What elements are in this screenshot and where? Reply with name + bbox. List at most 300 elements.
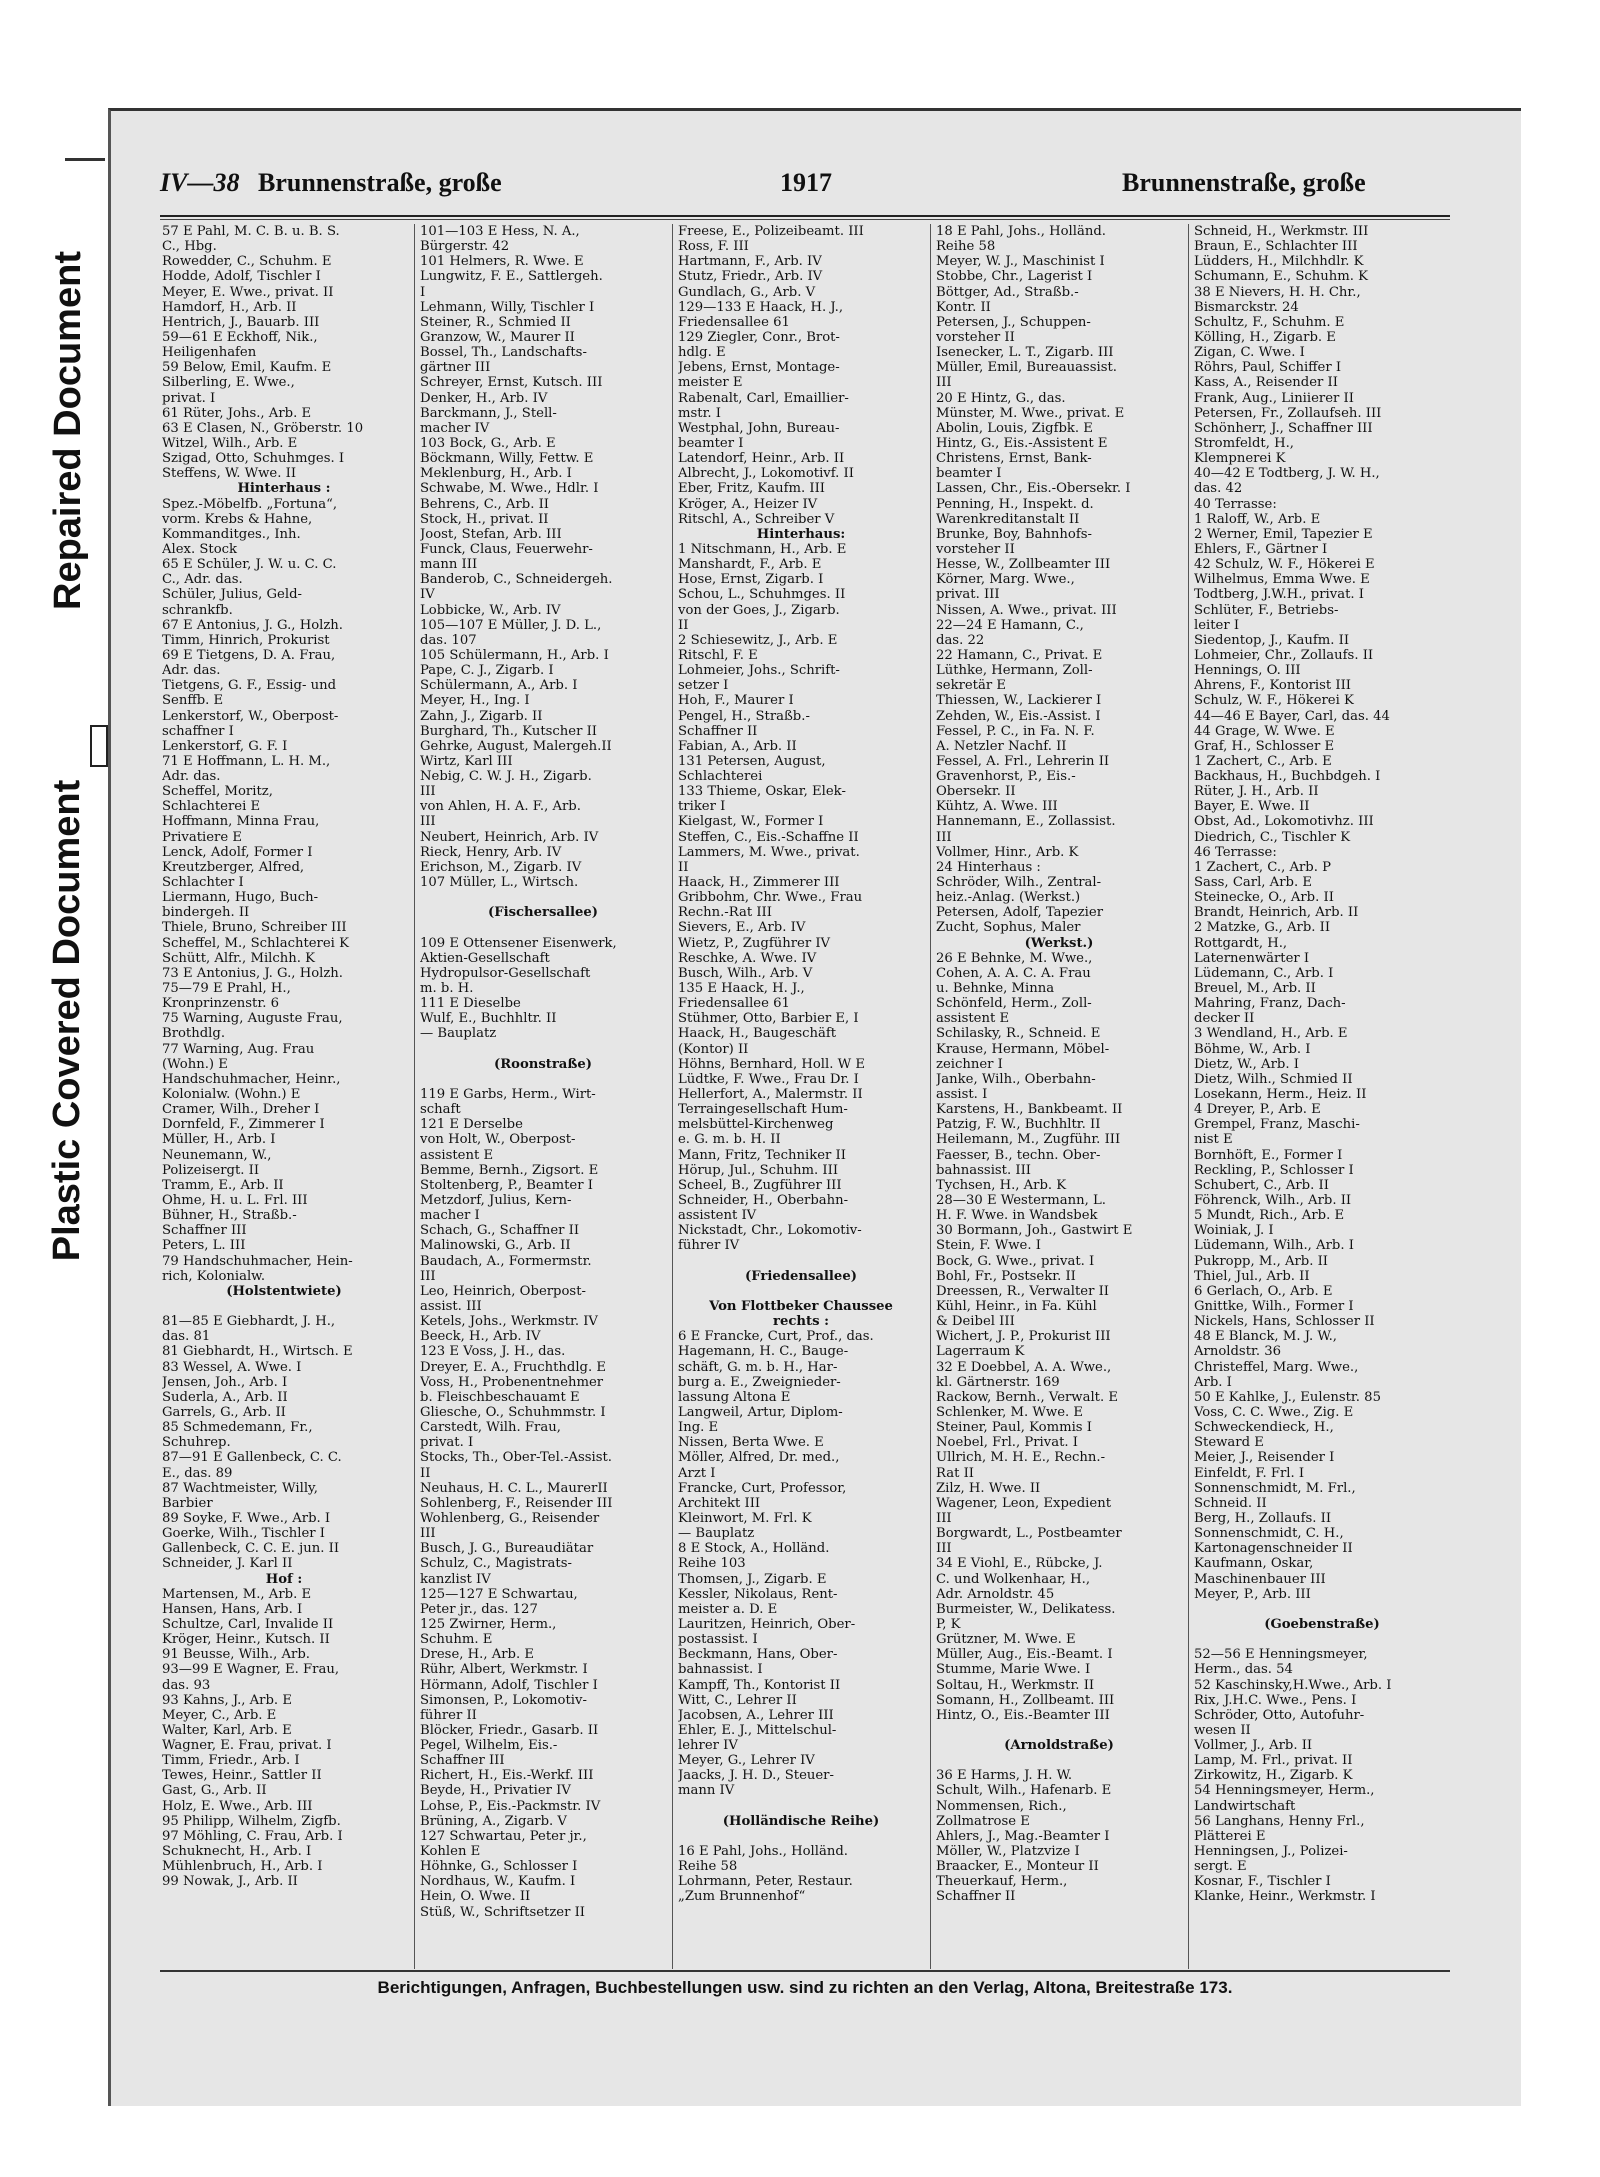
- directory-entry-line: Stüß, W., Schriftsetzer II: [420, 1904, 585, 1920]
- directory-entry-line: Adr. das.: [162, 663, 221, 679]
- column-divider: [930, 224, 931, 1969]
- directory-entry-line: Heilemann, M., Zugführ. III: [936, 1132, 1121, 1148]
- directory-entry-line: 83 Wessel, A. Wwe. I: [162, 1359, 302, 1375]
- directory-entry-line: Witzel, Wilh., Arb. E: [162, 435, 298, 451]
- directory-entry-line: 46 Terrasse:: [1194, 844, 1277, 860]
- directory-entry-line: schaffner I: [162, 723, 234, 739]
- directory-entry-line: meister E: [678, 375, 743, 391]
- directory-entry-line: Steffens, W. Wwe. II: [162, 466, 297, 482]
- directory-entry-line: bahnassist. III: [936, 1162, 1031, 1178]
- directory-entry-line: Schüler, Julius, Geld-: [162, 587, 302, 603]
- directory-entry-line: [420, 1072, 666, 1087]
- directory-entry-line: Schaffner III: [420, 1753, 505, 1769]
- directory-entry-line: Zilz, H. Wwe. II: [936, 1480, 1041, 1496]
- directory-entry-line: „Zum Brunnenhof“: [678, 1889, 806, 1905]
- directory-entry-line: [420, 890, 666, 905]
- directory-entry-line: I: [420, 284, 426, 300]
- directory-entry-line: 93—99 E Wagner, E. Frau,: [162, 1662, 340, 1678]
- directory-entry-line: Meyer, H., Ing. I: [420, 693, 530, 709]
- directory-entry-line: Landwirtschaft: [1194, 1798, 1296, 1814]
- directory-entry-line: schäft, G. m. b. H., Har-: [678, 1359, 838, 1375]
- directory-entry-line: III: [936, 375, 952, 391]
- directory-entry-line: Schilasky, R., Schneid. E: [936, 1026, 1101, 1042]
- directory-entry-line: heiz.-Anlag. (Werkst.): [936, 890, 1081, 906]
- directory-entry-line: 2 Matzke, G., Arb. II: [1194, 920, 1331, 936]
- directory-entry-line: Kröger, A., Heizer IV: [678, 496, 818, 512]
- directory-entry-line: Manshardt, F., Arb. E: [678, 557, 822, 573]
- directory-column-3: [678, 224, 924, 1964]
- directory-entry-line: Aktien-Gesellschaft: [420, 950, 550, 966]
- directory-entry-line: Stutz, Friedr., Arb. IV: [678, 269, 823, 285]
- directory-entry-line: Bock, G. Wwe., privat. I: [936, 1253, 1095, 1269]
- directory-entry-line: Sievers, E., Arb. IV: [678, 920, 806, 936]
- directory-entry-line: Arzt I: [678, 1465, 716, 1481]
- directory-entry-line: Hamdorf, H., Arb. II: [162, 299, 297, 315]
- directory-entry-line: III: [420, 814, 436, 830]
- directory-entry-line: Jensen, Joh., Arb. I: [162, 1374, 288, 1390]
- directory-entry-line: Funck, Claus, Feuerwehr-: [420, 541, 593, 557]
- directory-entry-line: 97 Möhling, C. Frau, Arb. I: [162, 1828, 343, 1844]
- directory-entry-line: Latendorf, Heinr., Arb. II: [678, 451, 845, 467]
- directory-entry-line: [936, 1723, 1182, 1738]
- directory-entry-line: Reihe 58: [936, 239, 996, 255]
- directory-entry-line: Schneid, H., Werkmstr. III: [1194, 224, 1369, 239]
- directory-entry-line: Hannemann, E., Zollassist.: [936, 814, 1116, 830]
- directory-entry-line: Zigan, C. Wwe. I: [1194, 345, 1305, 361]
- directory-entry-line: 40—42 E Todtberg, J. W. H.,: [1194, 466, 1380, 482]
- directory-entry-line: Pape, C. J., Zigarb. I: [420, 663, 554, 679]
- directory-entry-line: Nissen, Berta Wwe. E: [678, 1435, 824, 1451]
- directory-entry-line: & Deibel III: [936, 1314, 1015, 1330]
- directory-entry-line: Lobbicke, W., Arb. IV: [420, 602, 561, 618]
- directory-entry-line: Friedensallee 61: [678, 996, 790, 1012]
- directory-entry-line: 34 E Viohl, E., Rübcke, J.: [936, 1556, 1103, 1572]
- directory-entry-line: Blöcker, Friedr., Gasarb. II: [420, 1722, 599, 1738]
- directory-entry-line: Burghard, Th., Kutscher II: [420, 723, 598, 739]
- directory-entry-line: 56 Langhans, Henny Frl.,: [1194, 1813, 1365, 1829]
- directory-entry-line: Herm., das. 54: [1194, 1662, 1293, 1678]
- directory-entry-line: Bühner, H., Straßb.-: [162, 1208, 297, 1224]
- directory-entry-line: Kühl, Heinr., in Fa. Kühl: [936, 1298, 1097, 1314]
- directory-entry-line: [420, 1042, 666, 1057]
- directory-entry-line: Fessel, P. C., in Fa. N. F.: [936, 723, 1095, 739]
- directory-entry-line: Privatiere E: [162, 829, 242, 845]
- directory-entry-line: 101 Helmers, R. Wwe. E: [420, 254, 584, 270]
- directory-entry-line: Reckling, P., Schlosser I: [1194, 1162, 1354, 1178]
- directory-entry-line: 121 E Derselbe: [420, 1117, 523, 1133]
- directory-entry-line: Schaffner III: [162, 1223, 247, 1239]
- directory-entry-line: Busch, Wilh., Arb. V: [678, 965, 813, 981]
- directory-entry-line: Dietz, Wilh., Schmied II: [1194, 1071, 1353, 1087]
- directory-entry-line: Diedrich, C., Tischler K: [1194, 829, 1351, 845]
- directory-entry-line: Kronprinzenstr. 6: [162, 996, 279, 1012]
- directory-entry-line: Einfeldt, F. Frl. I: [1194, 1465, 1305, 1481]
- directory-entry-line: assist. I: [936, 1087, 988, 1103]
- directory-entry-line: Reihe 58: [678, 1859, 738, 1875]
- directory-entry-line: Timm, Hinrich, Prokurist: [162, 632, 330, 648]
- directory-entry-line: Plätterei E: [1194, 1828, 1266, 1844]
- directory-entry-line: Lassen, Chr., Eis.-Obersekr. I: [936, 481, 1131, 497]
- directory-entry-line: 105 Schülermann, H., Arb. I: [420, 647, 609, 663]
- directory-entry-line: zeichner I: [936, 1056, 1003, 1072]
- directory-entry-line: Dreyer, E. A., Fruchthdlg. E: [420, 1359, 607, 1375]
- directory-entry-line: Lammers, M. Wwe., privat.: [678, 844, 860, 860]
- directory-entry-line: Bohl, Fr., Postsekr. II: [936, 1268, 1076, 1284]
- directory-entry-line: Schultz, F., Schuhm. E: [1194, 314, 1345, 330]
- directory-entry-line: privat. I: [420, 1435, 474, 1451]
- directory-entry-line: rechts :: [773, 1314, 829, 1330]
- directory-entry-line: Architekt III: [678, 1495, 761, 1511]
- directory-entry-line: II: [678, 859, 689, 875]
- directory-entry-line: Ehler, E. J., Mittelschul-: [678, 1722, 837, 1738]
- directory-entry-line: 75—79 E Prahl, H.,: [162, 981, 291, 997]
- directory-entry-line: Kampff, Th., Kontorist II: [678, 1677, 841, 1693]
- directory-entry-line: mann IV: [678, 1783, 735, 1799]
- directory-entry-line: Lauritzen, Heinrich, Ober-: [678, 1616, 856, 1632]
- directory-entry-line: Obersekr. II: [936, 784, 1016, 800]
- directory-entry-line: postassist. I: [678, 1632, 758, 1648]
- directory-entry-line: Hein, O. Wwe. II: [420, 1889, 531, 1905]
- directory-entry-line: IV: [420, 587, 435, 603]
- directory-entry-line: Lüdtke, F. Wwe., Frau Dr. I: [678, 1071, 859, 1087]
- directory-entry-line: Hose, Ernst, Zigarb. I: [678, 572, 824, 588]
- directory-entry-line: Stock, H., privat. II: [420, 511, 549, 527]
- directory-entry-line: Berg, H., Zollaufs. II: [1194, 1510, 1332, 1526]
- directory-entry-line: Alex. Stock: [162, 541, 238, 557]
- directory-entry-line: Beyde, H., Privatier IV: [420, 1783, 571, 1799]
- directory-entry-line: Kielgast, W., Former I: [678, 814, 824, 830]
- directory-entry-line: Bemme, Bernh., Zigsort. E: [420, 1162, 599, 1178]
- directory-entry-line: II: [678, 617, 689, 633]
- directory-entry-line: Noebel, Frl., Privat. I: [936, 1435, 1078, 1451]
- directory-entry-line: Liermann, Hugo, Buch-: [162, 890, 319, 906]
- directory-entry-line: Walter, Karl, Arb. E: [162, 1722, 292, 1738]
- directory-entry-line: 52 Kaschinsky,H.Wwe., Arb. I: [1194, 1677, 1392, 1693]
- directory-entry-line: Nommensen, Rich.,: [936, 1798, 1067, 1814]
- directory-entry-line: III: [936, 1510, 952, 1526]
- directory-entry-line: Ehlers, F., Gärtner I: [1194, 541, 1328, 557]
- directory-entry-line: Stobbe, Chr., Lagerist I: [936, 269, 1093, 285]
- directory-entry-line: Schou, L., Schuhmges. II: [678, 587, 846, 603]
- directory-entry-line: schrankfb.: [162, 602, 233, 618]
- directory-entry-line: [936, 1753, 1182, 1768]
- directory-entry-line: Lüdders, H., Milchhdlr. K: [1194, 254, 1364, 270]
- directory-entry-line: Föhrenck, Wilh., Arb. II: [1194, 1193, 1352, 1208]
- directory-entry-line: Malinowski, G., Arb. II: [420, 1238, 571, 1254]
- directory-entry-line: Peter jr., das. 127: [420, 1601, 538, 1617]
- directory-entry-line: Müller, H., Arb. I: [162, 1132, 276, 1148]
- directory-entry-line: Lungwitz, F. E., Sattlergeh.: [420, 269, 603, 285]
- directory-entry-line: Steiner, R., Schmied II: [420, 314, 571, 330]
- directory-entry-line: Dornfeld, F., Zimmerer I: [162, 1117, 325, 1133]
- directory-entry-line: Schuhm. E: [420, 1632, 493, 1648]
- directory-entry-line: Steiner, Paul, Kommis I: [936, 1420, 1092, 1436]
- directory-entry-line: Friedensallee 61: [678, 314, 790, 330]
- directory-entry-line: Schlachterei: [678, 769, 763, 785]
- directory-entry-line: Bornhöft, E., Former I: [1194, 1147, 1343, 1163]
- directory-entry-line: von der Goes, J., Zigarb.: [678, 602, 840, 618]
- directory-entry-line: von Ahlen, H. A. F., Arb.: [420, 799, 581, 815]
- directory-entry-line: 28—30 E Westermann, L.: [936, 1193, 1106, 1208]
- directory-entry-line: Theuerkauf, Herm.,: [936, 1874, 1068, 1890]
- directory-entry-line: Beckmann, Hans, Ober-: [678, 1647, 838, 1663]
- directory-entry-line: Schlachterei E: [162, 799, 261, 815]
- directory-entry-line: Wagner, E. Frau, privat. I: [162, 1738, 332, 1754]
- directory-entry-line: Petersen, Adolf, Tapezier: [936, 905, 1104, 921]
- directory-entry-line: Böckmann, Willy, Fettw. E: [420, 451, 594, 467]
- directory-entry-line: Münster, M. Wwe., privat. E: [936, 405, 1125, 421]
- directory-entry-line: Szigad, Otto, Schuhmges. I: [162, 451, 345, 467]
- directory-entry-line: Cramer, Wilh., Dreher I: [162, 1102, 320, 1118]
- directory-entry-line: Kartonagenschneider II: [1194, 1541, 1353, 1557]
- directory-entry-line: Schütt, Alfr., Milchh. K: [162, 950, 315, 966]
- directory-entry-line: Meyer, C., Arb. E: [162, 1707, 277, 1723]
- directory-entry-line: [678, 1829, 924, 1844]
- directory-entry-line: Karstens, H., Bankbeamt. II: [936, 1102, 1123, 1118]
- directory-entry-line: 77 Warning, Aug. Frau: [162, 1041, 315, 1057]
- directory-entry-line: Borgwardt, L., Postbeamter: [936, 1526, 1122, 1542]
- directory-entry-line: Fabian, A., Arb. II: [678, 738, 797, 754]
- directory-entry-line: 1 Nitschmann, H., Arb. E: [678, 541, 847, 557]
- directory-entry-line: Ritschl, F. E: [678, 647, 758, 663]
- directory-entry-line: III: [936, 829, 952, 845]
- directory-entry-line: das. 81: [162, 1329, 211, 1345]
- directory-entry-line: Schönfeld, Herm., Zoll-: [936, 996, 1092, 1012]
- directory-entry-line: Meklenburg, H., Arb. I: [420, 466, 572, 482]
- directory-entry-line: Tramm, E., Arb. II: [162, 1177, 284, 1193]
- directory-entry-line: Höhnke, G., Schlosser I: [420, 1859, 578, 1875]
- directory-entry-line: 24 Hinterhaus :: [936, 859, 1041, 875]
- directory-entry-line: Schneid. II: [1194, 1495, 1267, 1511]
- directory-entry-line: Barckmann, J., Stell-: [420, 405, 557, 421]
- directory-entry-line: Brothdlg.: [162, 1026, 226, 1042]
- directory-entry-line: Rühr, Albert, Werkmstr. I: [420, 1662, 588, 1678]
- directory-entry-line: 44 Grage, W. Wwe. E: [1194, 723, 1335, 739]
- directory-entry-line: Hörmann, Adolf, Tischler I: [420, 1677, 598, 1693]
- directory-entry-line: Nickstadt, Chr., Lokomotiv-: [678, 1223, 862, 1239]
- directory-entry-line: [420, 920, 666, 935]
- directory-entry-line: Somann, H., Zollbeamt. III: [936, 1692, 1115, 1708]
- directory-entry-line: Behrens, C., Arb. II: [420, 496, 550, 512]
- directory-entry-line: Wulf, E., Buchhltr. II: [420, 1011, 557, 1027]
- directory-entry-line: Arnoldstr. 36: [1194, 1344, 1282, 1360]
- directory-entry-line: Schuknecht, H., Arb. I: [162, 1844, 312, 1860]
- directory-entry-line: Klempnerei K: [1194, 451, 1286, 467]
- directory-entry-line: C. und Wolkenhaar, H.,: [936, 1571, 1091, 1587]
- directory-entry-line: H. F. Wwe. in Wandsbek: [936, 1208, 1098, 1224]
- directory-entry-line: C., Hbg.: [162, 239, 217, 255]
- column-divider: [1188, 224, 1189, 1969]
- directory-entry-line: Ohme, H. u. L. Frl. III: [162, 1193, 308, 1208]
- directory-entry-line: Meyer, P., Arb. III: [1194, 1586, 1311, 1602]
- directory-entry-line: von Holt, W., Oberpost-: [420, 1132, 576, 1148]
- repaired-document-stamp: Repaired Document: [46, 250, 89, 610]
- directory-entry-line: Scheffel, Moritz,: [162, 784, 273, 800]
- directory-entry-line: 52—56 E Henningsmeyer,: [1194, 1647, 1368, 1663]
- directory-entry-line: (Roonstraße): [493, 1056, 593, 1072]
- directory-entry-line: Burmeister, W., Delikatess.: [936, 1601, 1116, 1617]
- directory-entry-line: Gehrke, August, Malergeh.II: [420, 738, 612, 754]
- directory-entry-line: Lagerraum K: [936, 1344, 1025, 1360]
- directory-entry-line: Henningsen, J., Polizei-: [1194, 1844, 1348, 1860]
- directory-entry-line: Hintz, O., Eis.-Beamter III: [936, 1707, 1110, 1723]
- directory-entry-line: Rüter, J. H., Arb. II: [1194, 784, 1319, 800]
- directory-entry-line: Freese, E., Polizeibeamt. III: [678, 224, 864, 239]
- directory-entry-line: Wilhelmus, Emma Wwe. E: [1194, 572, 1370, 588]
- directory-entry-line: — Bauplatz: [420, 1026, 497, 1042]
- directory-entry-line: gärtner III: [420, 360, 491, 376]
- directory-entry-line: Martensen, M., Arb. E: [162, 1586, 312, 1602]
- directory-entry-line: Lehmann, Willy, Tischler I: [420, 299, 595, 315]
- directory-entry-line: 135 E Haack, H. J.,: [678, 981, 805, 997]
- directory-entry-line: Tietgens, G. F., Essig- und: [162, 678, 337, 694]
- directory-entry-line: Schneider, H., Oberbahn-: [678, 1193, 849, 1208]
- directory-entry-line: P, K: [936, 1616, 961, 1632]
- directory-entry-line: mann III: [420, 557, 478, 573]
- directory-entry-line: Rowedder, C., Schuhm. E: [162, 254, 332, 270]
- directory-entry-line: III: [936, 1541, 952, 1557]
- directory-entry-line: Christeffel, Marg. Wwe.,: [1194, 1359, 1359, 1375]
- directory-entry-line: 1 Zachert, C., Arb. E: [1194, 753, 1332, 769]
- directory-entry-line: Lenck, Adolf, Former I: [162, 844, 313, 860]
- directory-entry-line: Lüthke, Hermann, Zoll-: [936, 663, 1093, 679]
- directory-entry-line: Hennings, O. III: [1194, 663, 1301, 679]
- footer-rule: [160, 1970, 1450, 1972]
- directory-entry-line: 26 E Behnke, M. Wwe.,: [936, 950, 1093, 966]
- directory-entry-line: 1 Raloff, W., Arb. E: [1194, 511, 1321, 527]
- directory-entry-line: bindergeh. II: [162, 905, 250, 921]
- publisher-notice: Berichtigungen, Anfragen, Buchbestellungen usw. sind zu richten an den Verlag, Altona, Breitestraße 173.: [377, 1978, 1233, 1997]
- directory-entry-line: Siedentop, J., Kaufm. II: [1194, 632, 1350, 648]
- directory-entry-line: Christens, Ernst, Bank-: [936, 451, 1092, 467]
- directory-entry-line: Soltau, H., Werkmstr. II: [936, 1677, 1095, 1693]
- directory-entry-line: 38 E Nievers, H. H. Chr.,: [1194, 284, 1361, 300]
- directory-entry-line: Schröder, Wilh., Zentral-: [936, 875, 1102, 891]
- directory-entry-line: Nebig, C. W. J. H., Zigarb.: [420, 769, 592, 785]
- directory-entry-line: 48 E Blanck, M. J. W.,: [1194, 1329, 1337, 1345]
- directory-entry-line: Warenkreditanstalt II: [936, 511, 1080, 527]
- directory-entry-line: Schweckendieck, H.,: [1194, 1420, 1334, 1436]
- directory-entry-line: Breuel, M., Arb. II: [1194, 981, 1316, 997]
- directory-entry-line: Haack, H., Zimmerer III: [678, 875, 840, 891]
- directory-entry-line: Simonsen, P., Lokomotiv-: [420, 1692, 587, 1708]
- directory-entry-line: Gnittke, Wilh., Former I: [1194, 1298, 1354, 1314]
- directory-entry-line: beamter I: [936, 466, 1002, 482]
- directory-entry-line: Grempel, Franz, Maschi-: [1194, 1117, 1360, 1133]
- directory-entry-line: 42 Schulz, W. F., Hökerei E: [1194, 557, 1375, 573]
- directory-entry-line: Hesse, W., Zollbeamter III: [936, 557, 1111, 573]
- directory-entry-line: Lenkerstorf, W., Oberpost-: [162, 708, 339, 724]
- directory-column-2: [420, 224, 666, 1964]
- directory-entry-line: Kass, A., Reisender II: [1194, 375, 1338, 391]
- directory-entry-line: Handschuhmacher, Heinr.,: [162, 1071, 341, 1087]
- directory-entry-line: 111 E Dieselbe: [420, 996, 521, 1012]
- directory-entry-line: vorm. Krebs & Hahne,: [162, 511, 313, 527]
- directory-entry-line: Scheel, B., Zugführer III: [678, 1177, 842, 1193]
- directory-entry-line: 81 Giebhardt, H., Wirtsch. E: [162, 1344, 353, 1360]
- directory-entry-line: Schneider, J. Karl II: [162, 1556, 293, 1572]
- directory-entry-line: 79 Handschuhmacher, Hein-: [162, 1253, 353, 1269]
- directory-entry-line: Kölling, H., Zigarb. E: [1194, 329, 1336, 345]
- directory-entry-line: Nissen, A. Wwe., privat. III: [936, 602, 1117, 618]
- directory-entry-line: Krause, Hermann, Möbel-: [936, 1041, 1110, 1057]
- directory-entry-line: 40 Terrasse:: [1194, 496, 1277, 512]
- directory-entry-line: Lohmeier, Johs., Schrift-: [678, 663, 840, 679]
- directory-entry-line: [162, 1299, 406, 1314]
- directory-entry-line: E., das. 89: [162, 1465, 233, 1481]
- directory-entry-line: Nickels, Hans, Schlosser II: [1194, 1314, 1375, 1330]
- directory-entry-line: Ahrens, F., Kontorist III: [1194, 678, 1352, 694]
- page-number: IV—38: [160, 168, 240, 197]
- directory-entry-line: Senffb. E: [162, 693, 224, 709]
- directory-entry-line: assistent IV: [678, 1208, 757, 1224]
- directory-entry-line: Voss, C. C. Wwe., Zig. E: [1194, 1404, 1354, 1420]
- directory-entry-line: 129—133 E Haack, H. J.,: [678, 299, 844, 315]
- directory-entry-line: Cohen, A. A. C. A. Frau: [936, 965, 1091, 981]
- directory-entry-line: Richert, H., Eis.-Werkf. III: [420, 1768, 594, 1784]
- directory-entry-line: 6 Gerlach, O., Arb. E: [1194, 1283, 1333, 1299]
- directory-entry-line: Schach, G., Schaffner II: [420, 1223, 580, 1239]
- directory-entry-line: führer IV: [678, 1238, 740, 1254]
- directory-entry-line: Scheffel, M., Schlachterei K: [162, 935, 349, 951]
- directory-entry-line: [678, 1254, 924, 1269]
- directory-entry-line: Tychsen, H., Arb. K: [936, 1177, 1067, 1193]
- directory-entry-line: Schumann, E., Schuhm. K: [1194, 269, 1368, 285]
- directory-entry-line: Reschke, A. Wwe. IV: [678, 950, 817, 966]
- directory-entry-line: Röhrs, Paul, Schiffer I: [1194, 360, 1342, 376]
- directory-entry-line: Adr. Arnoldstr. 45: [936, 1586, 1055, 1602]
- directory-entry-line: Patzig, F. W., Buchhltr. II: [936, 1117, 1101, 1133]
- directory-entry-line: (Arnoldstraße): [1004, 1738, 1114, 1754]
- directory-entry-line: 71 E Hoffmann, L. H. M.,: [162, 753, 331, 769]
- directory-entry-line: Höhns, Bernhard, Holl. W E: [678, 1056, 865, 1072]
- right-running-title: Brunnenstraße, große: [1122, 168, 1366, 197]
- directory-entry-line: 125—127 E Schwartau,: [420, 1586, 578, 1602]
- directory-entry-line: Mann, Fritz, Techniker II: [678, 1147, 846, 1163]
- directory-entry-line: Neuhaus, H. C. L., MaurerII: [420, 1480, 608, 1496]
- directory-entry-line: 1 Zachert, C., Arb. P: [1194, 859, 1332, 875]
- directory-entry-line: 59—61 E Eckhoff, Nik.,: [162, 329, 318, 345]
- directory-entry-line: Gribbohm, Chr. Wwe., Frau: [678, 890, 863, 906]
- directory-entry-line: Neubert, Heinrich, Arb. IV: [420, 829, 599, 845]
- directory-entry-line: Zahn, J., Zigarb. II: [420, 708, 543, 724]
- directory-entry-line: 125 Zwirner, Herm.,: [420, 1616, 557, 1632]
- directory-entry-line: Wirtz, Karl III: [420, 753, 513, 769]
- directory-entry-line: III: [420, 1268, 436, 1284]
- directory-entry-line: sekretär E: [936, 678, 1006, 694]
- directory-entry-line: Losekann, Herm., Heiz. II: [1194, 1087, 1367, 1103]
- column-divider: [414, 224, 415, 1969]
- directory-entry-line: Hartmann, F., Arb. IV: [678, 254, 822, 270]
- directory-column-4: [936, 224, 1182, 1964]
- edge-tab: [90, 725, 108, 767]
- column-divider: [672, 224, 673, 1969]
- directory-entry-line: (Friedensallee): [745, 1268, 857, 1284]
- directory-entry-line: das. 22: [936, 632, 985, 648]
- directory-entry-line: 91 Beusse, Wilh., Arb.: [162, 1647, 310, 1663]
- directory-entry-line: führer II: [420, 1707, 477, 1723]
- directory-entry-line: Kaufmann, Oskar,: [1194, 1556, 1314, 1572]
- directory-entry-line: 32 E Doebbel, A. A. Wwe.,: [936, 1359, 1112, 1375]
- directory-entry-line: Hodde, Adolf, Tischler I: [162, 269, 321, 285]
- directory-entry-line: Ahlers, J., Mag.-Beamter I: [936, 1828, 1110, 1844]
- directory-entry-line: 127 Schwartau, Peter jr.,: [420, 1828, 587, 1844]
- directory-entry-line: Stühmer, Otto, Barbier E, I: [678, 1011, 859, 1027]
- directory-entry-line: Bayer, E. Wwe. II: [1194, 799, 1310, 815]
- directory-entry-line: 101—103 E Hess, N. A.,: [420, 224, 580, 239]
- directory-entry-line: Pukropp, M., Arb. II: [1194, 1253, 1329, 1269]
- directory-entry-line: Lohmeier, Chr., Zollaufs. II: [1194, 647, 1374, 663]
